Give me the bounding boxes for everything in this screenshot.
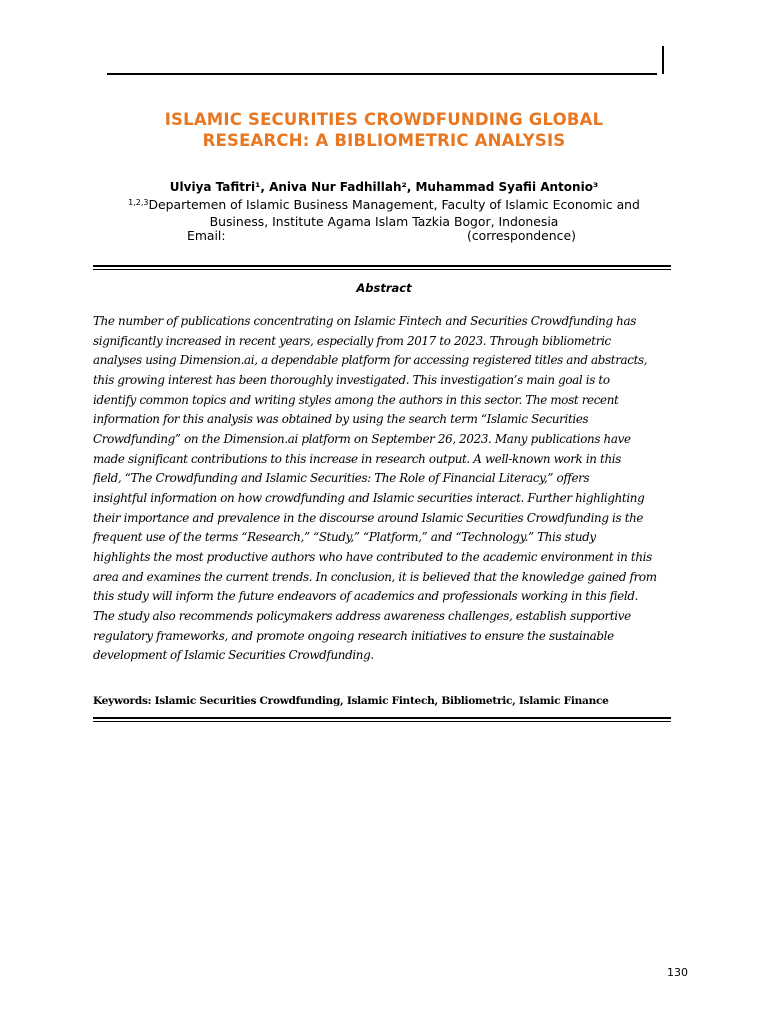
rule-thin <box>93 269 671 270</box>
affiliation-marks: 1,2,3 <box>128 198 149 207</box>
email-label: Email: <box>187 228 226 243</box>
abstract-line: analyses using Dimension.ai, a dependable platform for accessing registered titles and abstracts, <box>93 353 648 368</box>
abstract-line: regulatory frameworks, and promote ongoing research initiatives to ensure the sustainable <box>93 628 614 643</box>
abstract-line: Crowdfunding” on the Dimension.ai platform on September 26, 2023. Many publications have <box>93 431 631 446</box>
rule-thick <box>93 265 671 267</box>
abstract-line: this study will inform the future endeavors of academics and professionals working in this field. <box>93 589 639 604</box>
abstract-line: frequent use of the terms “Research,” “Study,” “Platform,” and “Technology.” This study <box>93 530 596 545</box>
abstract-bottom-rule <box>93 717 671 722</box>
rule-thin <box>93 721 671 722</box>
keywords: Keywords: Islamic Securities Crowdfunding, Islamic Fintech, Bibliometric, Islamic Finance <box>93 695 609 707</box>
abstract-line: field, “The Crowdfunding and Islamic Securities: The Role of Financial Literacy,” offers <box>93 471 590 486</box>
abstract-line: this growing interest has been thoroughly investigated. This investigation’s main goal is to <box>93 372 610 387</box>
abstract-line: their importance and prevalence in the discourse around Islamic Securities Crowdfunding is the <box>93 510 644 525</box>
abstract-line: made significant contributions to this increase in research output. A well-known work in this <box>93 451 621 466</box>
header-vertical-bar <box>662 46 664 74</box>
email-row <box>0 228 768 244</box>
abstract-line: highlights the most productive authors who have contributed to the academic environment in this <box>93 549 652 564</box>
affiliation-text-1: Departemen of Islamic Business Management, Faculty of Islamic Economic and <box>148 197 640 212</box>
correspondence-note: (correspondence) <box>467 228 576 243</box>
title-line-1: ISLAMIC SECURITIES CROWDFUNDING GLOBAL <box>164 110 604 129</box>
abstract-line-last: development of Islamic Securities Crowdfunding. <box>93 648 374 663</box>
abstract-line: area and examines the current trends. In conclusion, it is believed that the knowledge gained from <box>93 569 657 584</box>
affiliation-line-1 <box>90 195 678 214</box>
abstract-line: information for this analysis was obtained by using the search term “Islamic Securities <box>93 412 589 427</box>
rule-thick <box>93 717 671 719</box>
author-list: Ulviya Tafitri¹, Aniva Nur Fadhillah², Muhammad Syafii Antonio³ <box>169 180 599 194</box>
abstract-line: The number of publications concentrating on Islamic Fintech and Securities Crowdfunding has <box>93 314 636 328</box>
abstract-line: significantly increased in recent years, especially from 2017 to 2023. Through bibliometric <box>93 333 611 348</box>
page-number: 130 <box>667 966 688 979</box>
abstract-top-rule <box>93 265 671 270</box>
paper-title <box>60 109 708 151</box>
title-line-2: RESEARCH: A BIBLIOMETRIC ANALYSIS <box>202 131 566 150</box>
affiliation <box>90 195 678 230</box>
abstract-line: identify common topics and writing styles among the authors in this sector. The most recent <box>93 392 619 407</box>
affiliation-line-2: Business, Institute Agama Islam Tazkia Bogor, Indonesia <box>209 213 559 229</box>
abstract-body <box>93 312 690 666</box>
abstract-heading: Abstract <box>356 281 412 295</box>
header-rule <box>107 73 657 75</box>
abstract-line: The study also recommends policymakers address awareness challenges, establish supportive <box>93 608 631 623</box>
abstract-line: insightful information on how crowdfunding and Islamic securities interact. Further highlighting <box>93 490 645 505</box>
